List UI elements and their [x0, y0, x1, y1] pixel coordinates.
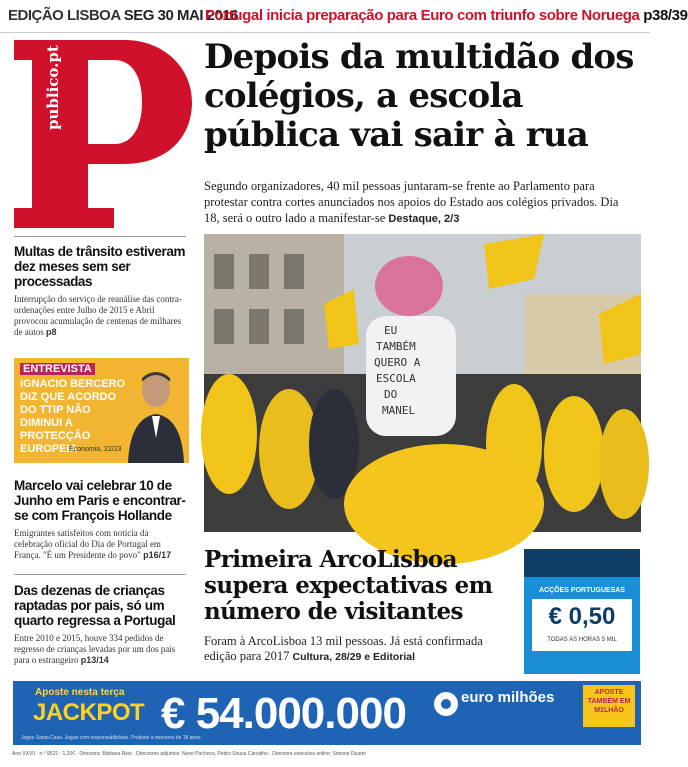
sidebar-story-traffic[interactable]: [14, 244, 186, 338]
story-headline: Marcelo vai celebrar 10 de Junho em Paris e encontrar-se com François Hollande: [14, 478, 186, 523]
top-strip: [0, 0, 688, 33]
euromilhoes-ad[interactable]: [13, 681, 641, 745]
logo-site-text: publico.pt: [44, 45, 62, 130]
price-value: € 0,50: [548, 603, 616, 630]
ad-jackpot: JACKPOT: [33, 699, 145, 726]
app-promo-box[interactable]: [524, 549, 640, 674]
masthead-footer: Ano XXVII · n.º 9522 · 1,20€ · Directora: Bárbara Reis · Directores adjuntos: Nuno Pacheco, Pedro Sousa Carvalho · Directora executiva online: Simone Duarte: [12, 751, 366, 757]
arco-text: Foram à ArcoLisboa 13 mil pessoas. Já está confirmada edição para 2017 Cultura, 28/29 e Editorial: [204, 634, 483, 663]
protest-photo: [204, 234, 641, 532]
sign-line-1: EU: [384, 324, 398, 337]
arco-headline[interactable]: Primeira ArcoLisboa supera expectativas em número de visitantes: [204, 546, 493, 625]
sidebar-rule: [14, 574, 186, 575]
sidebar-story-children[interactable]: [14, 583, 186, 666]
ad-fine-print: Jogos Santa Casa. Jogue com responsabilidade. Proibido a menores de 18 anos.: [21, 735, 202, 741]
arco-ref[interactable]: Cultura, 28/29 e Editorial: [292, 651, 416, 663]
interview-tag: ENTREVISTA: [20, 363, 95, 375]
interview-portrait: [126, 368, 186, 463]
story-text: Emigrantes satisfeitos com notícia da celebração oficial do Dia de Portugal em França. "É um Presidente do povo" p16/17: [14, 528, 172, 560]
main-lead: [204, 178, 636, 227]
story-headline: Multas de trânsito estiveram dez meses sem ser processadas: [14, 244, 186, 289]
sign-line-4: ESCOLA: [376, 372, 416, 385]
star-icon: [433, 691, 459, 717]
story-text: Entre 2010 e 2015, houve 334 pedidos de regresso de crianças levadas por um dos pais para o estrangeiro p13/14: [14, 633, 176, 665]
main-headline[interactable]: Depois da multidão dos colégios, a escola pública vai sair à rua: [204, 37, 634, 155]
sign-line-6: MANEL: [382, 404, 416, 417]
teaser-text: Portugal inicia preparação para Euro com triunfo sobre Noruega: [205, 7, 640, 24]
ad-small-text: Aposte nesta terça: [35, 687, 125, 698]
edition-line: [8, 7, 238, 24]
price-note: TODAS AS HORAS 5 MIL: [547, 637, 617, 643]
ad-amount: € 54.000.000: [161, 689, 406, 738]
lead-text: Segundo organizadores, 40 mil pessoas juntaram-se frente ao Parlamento para protestar contra cortes anunciados nos apoios do Estado aos colégios privados. Dia 18, será o outro lado a manifestar-se: [204, 179, 619, 225]
sign-line-3: QUERO A: [374, 356, 421, 369]
app-top-bar: [524, 549, 640, 577]
interview-box[interactable]: [14, 358, 189, 463]
sidebar-rule: [14, 236, 186, 237]
edition-name: EDIÇÃO LISBOA: [8, 7, 121, 24]
lead-ref[interactable]: Destaque, 2/3: [388, 213, 460, 225]
price-card: [532, 599, 632, 651]
interview-ref: Economia, 22/23: [69, 446, 122, 453]
sign-line-5: DO: [384, 388, 398, 401]
top-teaser[interactable]: [205, 7, 688, 24]
app-label: ACÇÕES PORTUGUESAS: [539, 587, 625, 594]
story-text: Interrupção do serviço de reanálise das contra-ordenações entre Julho de 2015 e Abril provocou acumulação de centenas de milhares de autos p8: [14, 294, 182, 337]
edition-date: SEG 30 MAI 2016: [123, 7, 239, 24]
story-headline: Das dezenas de crianças raptadas por pais, só um quarto regressa a Portugal: [14, 583, 176, 628]
ad-brand: euro milhões: [461, 689, 555, 706]
sidebar-story-marcelo[interactable]: [14, 478, 186, 561]
publico-logo: [14, 40, 192, 228]
sign-line-2: TAMBÉM: [376, 340, 416, 353]
teaser-pages: p38/39: [643, 7, 688, 24]
interview-text: IGNACIO BERCERO DIZ QUE ACORDO DO TTIP NÃO DIMINUI A PROTECÇÃO EUROPEIA: [20, 378, 126, 455]
ad-badge: APOSTE TAMBÉM EM M1LHÃO: [583, 685, 635, 727]
